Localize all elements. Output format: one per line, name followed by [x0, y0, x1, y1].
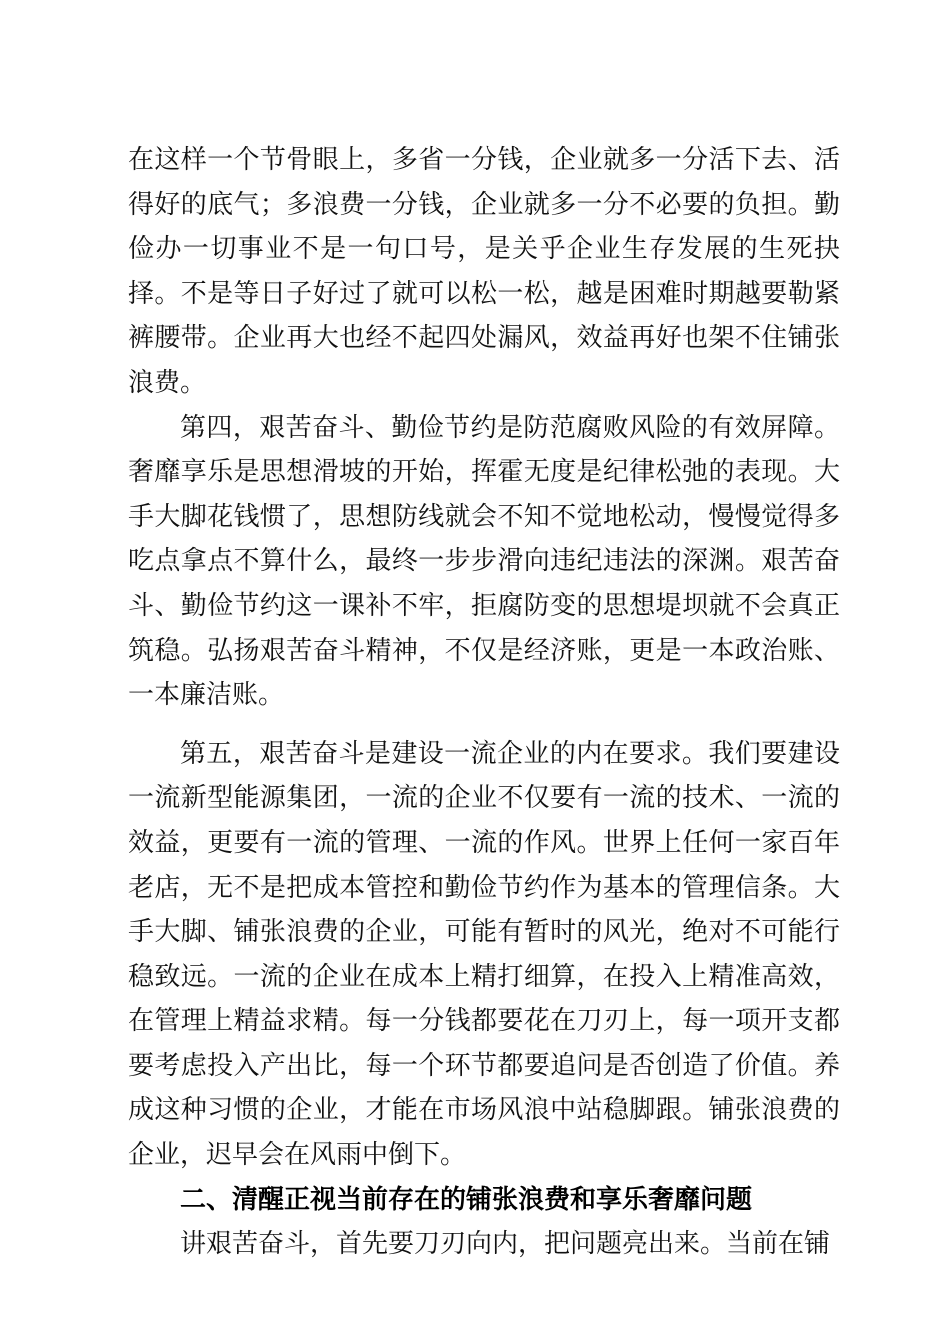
paragraph-section-intro: 讲艰苦奋斗，首先要刀刃向内，把问题亮出来。当前在铺: [180, 1229, 831, 1260]
section-heading: 二、清醒正视当前存在的铺张浪费和享乐奢靡问题: [180, 1184, 753, 1215]
paragraph-point-five: 第五，艰苦奋斗是建设一流企业的内在要求。我们要建设一流新型能源集团，一流的企业不仅要有一流的技术、一流的效益，更要有一流的管理、一流的作风。世界上任何一家百年老店，无不是把成本管控和勤俭节约作为基本的管理信条。大手大脚、铺张浪费的企业，可能有暂时的风光，绝对不可能行稳致远。一流的企业在成本上精打细算，在投入上精准高效，在管理上精益求精。每一分钱都要花在刀刃上，每一项开支都要考虑投入产出比，每一个环节都要追问是否创造了价值。养成这种习惯的企业，才能在市场风浪中站稳脚跟。铺张浪费的企业，迟早会在风雨中倒下。: [128, 738, 840, 1171]
paragraph-continued: 在这样一个节骨眼上，多省一分钱，企业就多一分活下去、活得好的底气；多浪费一分钱，企业就多一分不必要的负担。勤俭办一切事业不是一句口号，是关乎企业生存发展的生死抉择。不是等日子好过了就可以松一松，越是困难时期越要勒紧裤腰带。企业再大也经不起四处漏风，效益再好也架不住铺张浪费。: [128, 145, 840, 398]
document-body: [128, 138, 840, 1267]
paragraph-point-four: 第四，艰苦奋斗、勤俭节约是防范腐败风险的有效屏障。奢靡享乐是思想滑坡的开始，挥霍无度是纪律松弛的表现。大手大脚花钱惯了，思想防线就会不知不觉地松动，慢慢觉得多吃点拿点不算什么，最终一步步滑向违纪违法的深渊。艰苦奋斗、勤俭节约这一课补不牢，拒腐防变的思想堤坝就不会真正筑稳。弘扬艰苦奋斗精神，不仅是经济账，更是一本政治账、一本廉洁账。: [128, 412, 840, 711]
